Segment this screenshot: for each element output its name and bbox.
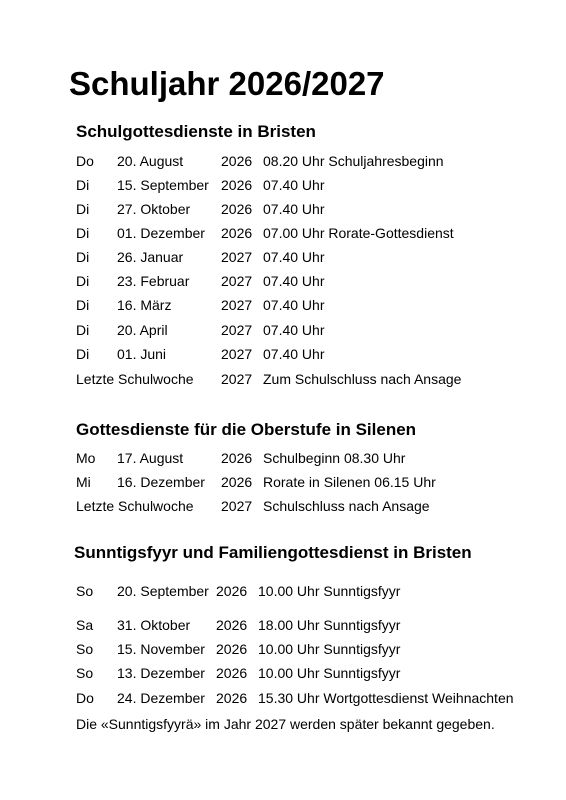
row-date: 20. April bbox=[117, 322, 168, 338]
row-text: 07.40 Uhr bbox=[263, 249, 325, 265]
schedule-row bbox=[0, 223, 566, 243]
row-day: Di bbox=[76, 346, 90, 362]
row-year: 2026 bbox=[221, 153, 253, 169]
schedule-row bbox=[0, 615, 566, 635]
row-text: 07.00 Uhr Rorate-Gottesdienst bbox=[263, 225, 454, 241]
row-year: 2027 bbox=[221, 297, 253, 313]
footnote: Die «Sunntigsfyyrä» im Jahr 2027 werden später bekannt gegeben. bbox=[76, 716, 495, 732]
row-day: Di bbox=[76, 249, 90, 265]
row-day: Letzte Schulwoche bbox=[76, 498, 194, 514]
row-year: 2027 bbox=[221, 498, 253, 514]
row-date: 23. Februar bbox=[117, 273, 190, 289]
row-text: 18.00 Uhr Sunntigsfyyr bbox=[258, 617, 401, 633]
row-day: Di bbox=[76, 201, 90, 217]
row-text: 08.20 Uhr Schuljahresbeginn bbox=[263, 153, 444, 169]
row-year: 2026 bbox=[216, 690, 248, 706]
page-title: Schuljahr 2026/2027 bbox=[69, 65, 385, 102]
row-day: Sa bbox=[76, 617, 94, 633]
row-day: Do bbox=[76, 690, 94, 706]
schedule-row bbox=[0, 663, 566, 683]
schedule-row bbox=[0, 320, 566, 340]
row-text: Schulschluss nach Ansage bbox=[263, 498, 430, 514]
row-day: Di bbox=[76, 273, 90, 289]
row-date: 20. August bbox=[117, 153, 184, 169]
row-year: 2026 bbox=[221, 450, 253, 466]
row-day: Mo bbox=[76, 450, 96, 466]
schedule-row bbox=[0, 175, 566, 195]
row-date: 24. Dezember bbox=[117, 690, 205, 706]
row-day: Di bbox=[76, 322, 90, 338]
schedule-row bbox=[0, 199, 566, 219]
row-day: Di bbox=[76, 225, 90, 241]
row-year: 2027 bbox=[221, 346, 253, 362]
schedule-row bbox=[0, 344, 566, 364]
row-text: 07.40 Uhr bbox=[263, 322, 325, 338]
row-day: So bbox=[76, 583, 94, 599]
schedule-row bbox=[0, 496, 566, 516]
schedule-row bbox=[0, 688, 566, 708]
row-date: 16. März bbox=[117, 297, 172, 313]
schedule-row bbox=[0, 247, 566, 267]
row-date: 20. September bbox=[117, 583, 209, 599]
row-day: Mi bbox=[76, 474, 91, 490]
schedule-row bbox=[0, 369, 566, 389]
row-date: 16. Dezember bbox=[117, 474, 205, 490]
row-year: 2026 bbox=[221, 225, 253, 241]
row-text: 07.40 Uhr bbox=[263, 273, 325, 289]
row-year: 2027 bbox=[221, 371, 253, 387]
row-day: Do bbox=[76, 153, 94, 169]
row-year: 2027 bbox=[221, 273, 253, 289]
row-date: 13. Dezember bbox=[117, 665, 205, 681]
row-date: 01. Dezember bbox=[117, 225, 205, 241]
schedule-row bbox=[0, 295, 566, 315]
row-day: Letzte Schulwoche bbox=[76, 371, 194, 387]
row-text: Schulbeginn 08.30 Uhr bbox=[263, 450, 406, 466]
row-year: 2026 bbox=[221, 474, 253, 490]
row-text: 15.30 Uhr Wortgottesdienst Weihnachten bbox=[258, 690, 514, 706]
row-year: 2027 bbox=[221, 322, 253, 338]
row-text: Zum Schulschluss nach Ansage bbox=[263, 371, 462, 387]
section-heading-oberstufe: Gottesdienste für die Oberstufe in Silenen bbox=[76, 420, 417, 439]
schedule-row bbox=[0, 639, 566, 659]
schedule-row bbox=[0, 472, 566, 492]
row-text: 10.00 Uhr Sunntigsfyyr bbox=[258, 665, 401, 681]
section-heading-sunntigsfyyr: Sunntigsfyyr und Familiengottesdienst in Bristen bbox=[74, 543, 472, 562]
row-year: 2026 bbox=[221, 201, 253, 217]
row-date: 27. Oktober bbox=[117, 201, 191, 217]
row-text: 10.00 Uhr Sunntigsfyyr bbox=[258, 641, 401, 657]
row-year: 2026 bbox=[216, 617, 248, 633]
row-text: 07.40 Uhr bbox=[263, 297, 325, 313]
section-heading-schulgottesdienste: Schulgottesdienste in Bristen bbox=[76, 122, 316, 141]
row-year: 2026 bbox=[216, 583, 248, 599]
row-day: So bbox=[76, 641, 94, 657]
row-year: 2026 bbox=[216, 665, 248, 681]
schedule-row bbox=[0, 271, 566, 291]
row-day: So bbox=[76, 665, 94, 681]
row-text: 07.40 Uhr bbox=[263, 346, 325, 362]
row-date: 01. Juni bbox=[117, 346, 167, 362]
row-date: 31. Oktober bbox=[117, 617, 191, 633]
row-year: 2026 bbox=[221, 177, 253, 193]
row-date: 15. September bbox=[117, 177, 209, 193]
row-text: 07.40 Uhr bbox=[263, 201, 325, 217]
row-year: 2026 bbox=[216, 641, 248, 657]
row-text: Rorate in Silenen 06.15 Uhr bbox=[263, 474, 436, 490]
row-text: 07.40 Uhr bbox=[263, 177, 325, 193]
schedule-row bbox=[0, 448, 566, 468]
row-date: 15. November bbox=[117, 641, 205, 657]
row-year: 2027 bbox=[221, 249, 253, 265]
row-day: Di bbox=[76, 297, 90, 313]
row-date: 26. Januar bbox=[117, 249, 184, 265]
row-day: Di bbox=[76, 177, 90, 193]
schedule-row bbox=[0, 581, 566, 601]
row-text: 10.00 Uhr Sunntigsfyyr bbox=[258, 583, 401, 599]
schedule-row bbox=[0, 151, 566, 171]
row-date: 17. August bbox=[117, 450, 184, 466]
